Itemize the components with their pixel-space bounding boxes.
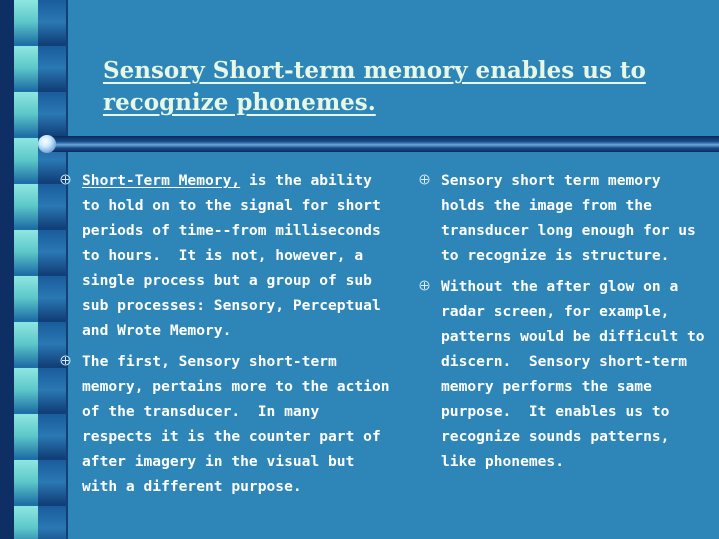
bullet-item xyxy=(417,274,714,474)
bullet-item xyxy=(58,168,398,343)
bullet-icon xyxy=(60,355,71,366)
bullet-text: Sensory short term memory holds the image from the transducer long enough for us to recognize is structure. xyxy=(441,172,705,264)
slide-title xyxy=(103,55,663,119)
bullet-item xyxy=(58,349,398,499)
bullet-text: Without the after glow on a radar screen, for example, patterns would be difficult to discern. Sensory short-term memory performs the same purpose. It enables us to recognize sounds patterns, like phonemes. xyxy=(441,278,714,470)
divider-knob-icon xyxy=(38,135,56,153)
title-line-1: Sensory Short-term memory enables us to xyxy=(103,57,646,84)
bullet-icon xyxy=(419,174,430,185)
title-divider xyxy=(40,136,719,152)
bullet-icon xyxy=(60,174,71,185)
bullet-text: is the ability to hold on to the signal for short periods of time--from milliseconds to hours. It is not, however, a single process but a group of sub sub processes: Sensory, Perceptual and Wrote Memory. xyxy=(82,172,390,339)
term-short-term-memory: Short-Term Memory, xyxy=(82,172,241,189)
bullet-item xyxy=(417,168,707,268)
left-column xyxy=(58,168,398,505)
bullet-icon xyxy=(419,280,430,291)
bullet-text: The first, Sensory short-term memory, pertains more to the action of the transducer. In many respects it is the counter part of after imagery in the visual but with a different purpose. xyxy=(82,353,399,495)
right-column xyxy=(417,168,714,480)
title-line-2: recognize phonemes. xyxy=(103,89,376,116)
